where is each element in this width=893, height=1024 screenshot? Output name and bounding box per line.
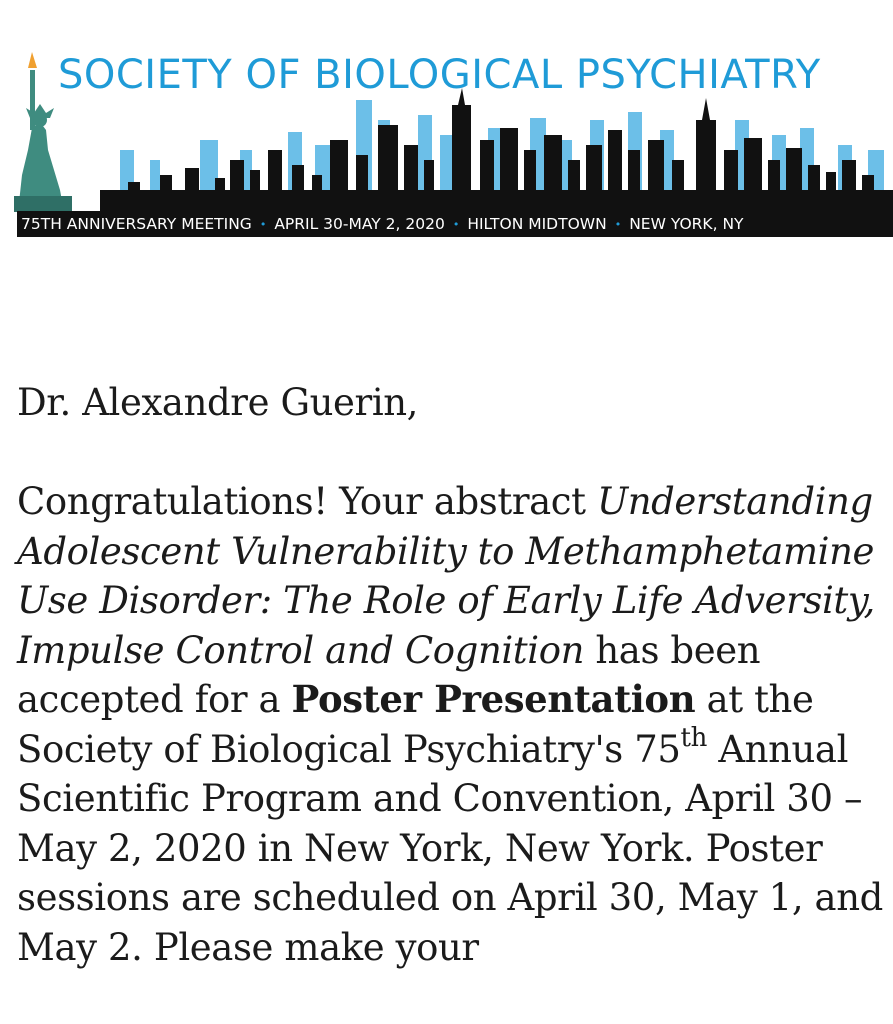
abstract-title: Understanding Adolescent Vulnerability to Methamphetamine Use Disorder: The Role of Early Life Adversity, Impulse Control and Cognition — [17, 480, 875, 672]
society-title: SOCIETY OF BIOLOGICAL PSYCHIATRY — [58, 52, 821, 98]
presentation-type: Poster Presentation — [291, 677, 696, 721]
intro-text: Congratulations! Your abstract — [17, 480, 597, 523]
anniversary-label: 75TH ANNIVERSARY MEETING — [21, 215, 252, 233]
meeting-info-strip — [17, 211, 893, 237]
meeting-text: at the Society of Biological Psychiatry's 75 — [17, 678, 814, 771]
meeting-location: NEW YORK, NY — [629, 215, 744, 233]
meeting-venue: HILTON MIDTOWN — [467, 215, 607, 233]
letter-greeting: Dr. Alexandre Guerin, — [17, 381, 419, 424]
strip-separator: • — [452, 217, 460, 231]
meeting-banner — [0, 0, 893, 250]
strip-separator: • — [614, 217, 622, 231]
letter-content — [17, 378, 893, 972]
accepted-text: has been accepted for a — [17, 628, 761, 721]
acceptance-paragraph — [17, 477, 893, 972]
meeting-dates: APRIL 30-MAY 2, 2020 — [274, 215, 445, 233]
details-text: Annual Scientific Program and Convention, April 30 – May 2, 2020 in New York, New York. Poster sessions are scheduled on April 30, May 1, and May 2. Please make your — [17, 727, 883, 969]
ordinal-suffix: th — [680, 722, 707, 753]
strip-separator: • — [259, 217, 267, 231]
